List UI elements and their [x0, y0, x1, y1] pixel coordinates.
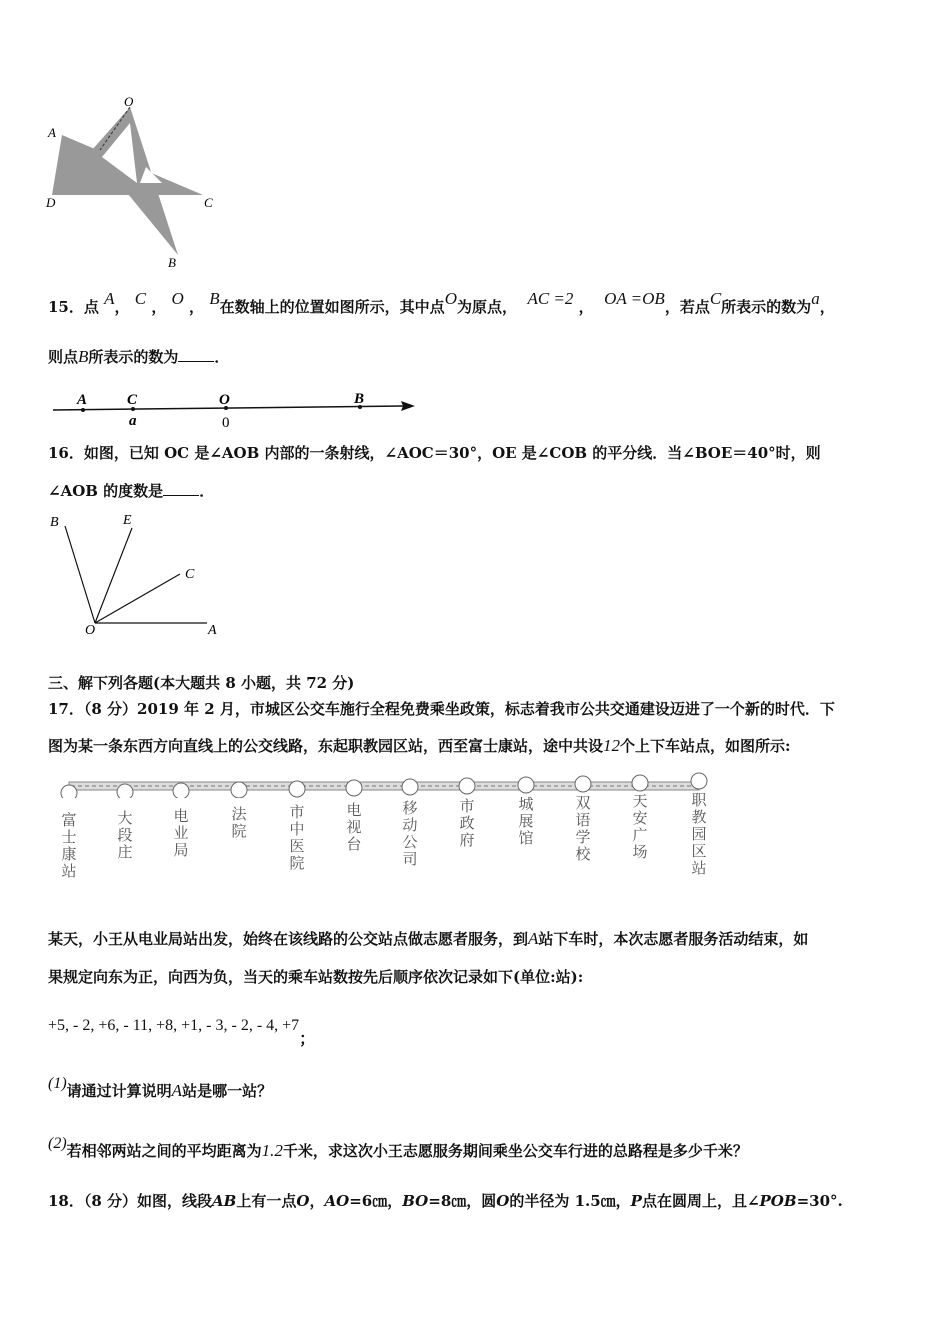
q15-line2: 则点B所表示的数为 ．	[48, 347, 230, 366]
axis-label-B: B	[354, 391, 365, 407]
stop-circle-12	[691, 773, 707, 789]
q15-line1: 15．点 A， C ， O ， B在数轴上的位置如图所示，其中点O为原点， AC =2 ， OA =OB，若点C所表示的数为a，	[48, 289, 835, 316]
point-A	[81, 408, 85, 412]
axis-label-a: a	[129, 413, 137, 429]
label-O: O	[124, 95, 134, 109]
q14-figure	[40, 95, 225, 270]
fig16-label-O: O	[85, 623, 96, 638]
q17-record: +5, - 2, +6, - 11, +8, +1, - 3, - 2, - 4, +7；	[48, 1017, 316, 1048]
q15-number-line	[48, 388, 428, 433]
section-3-title: 三、解下列各题(本大题共 8 小题，共 72 分)	[48, 674, 355, 692]
q17-sub2: (2)若相邻两站之间的平均距离为1.2千米，求这次小王志愿服务期间乘坐公交车行进的总路程是多少千米？	[48, 1135, 748, 1160]
ray-OB	[65, 526, 95, 623]
q18-line1: 18．（8 分）如图，线段AB上有一点O，AO=6㎝，BO=8㎝，圆O的半径为 1.5㎝，P点在圆周上，且∠POB=30°.	[48, 1192, 843, 1210]
label-C: C	[204, 195, 213, 210]
stop-circle-7	[402, 779, 418, 795]
fig16-label-E: E	[123, 513, 132, 528]
bus-route-line	[55, 768, 715, 798]
stop-name-2: 大段庄	[117, 809, 133, 861]
stop-name-8: 市政府	[459, 797, 475, 849]
axis-label-A: A	[77, 392, 88, 408]
fig16-label-C: C	[185, 567, 195, 582]
ray-OE	[95, 528, 132, 623]
stop-name-5: 市中医院	[289, 803, 305, 872]
axis-label-O: O	[219, 392, 230, 408]
q17-sub1: (1)请通过计算说明A站是哪一站？	[48, 1075, 273, 1100]
stop-circle-6	[346, 780, 362, 796]
stop-name-3: 电业局	[173, 807, 189, 859]
stop-circle-8	[459, 778, 475, 794]
q17-para2: 果规定向东为正，向西为负，当天的乘车站数按先后顺序依次记录如下(单位:站):	[48, 968, 584, 986]
q16-figure	[45, 508, 230, 643]
q16-line1: 16．如图，已知 OC 是∠AOB 内部的一条射线，∠AOC＝30°，OE 是∠COB 的平分线．当∠BOE＝40°时，则	[48, 444, 821, 462]
stop-name-1: 富士康站	[61, 811, 77, 880]
stop-circle-4	[231, 782, 247, 798]
stop-circle-11	[632, 775, 648, 791]
stop-name-6: 电视台	[346, 801, 362, 853]
answer-blank-q15[interactable]	[178, 349, 214, 362]
q17-line2: 图为某一条东西方向直线上的公交线路，东起职教园区站，西至富士康站，途中共设12个上下车站点，如图所示:	[48, 736, 791, 755]
q17-para1: 某天，小王从电业局站出发，始终在该线路的公交站点做志愿者服务，到A站下车时，本次志愿者服务活动结束，如	[48, 929, 809, 948]
stop-circle-5	[289, 781, 305, 797]
fig16-label-B: B	[50, 515, 59, 530]
stop-circle-1	[61, 785, 77, 798]
stop-name-4: 法院	[231, 805, 247, 840]
stop-circle-2	[117, 784, 133, 798]
stop-circle-10	[575, 776, 591, 792]
stop-name-10: 双语学校	[575, 794, 591, 863]
stop-name-12: 职教园区站	[691, 791, 707, 877]
answer-blank-q16[interactable]	[163, 483, 199, 496]
stop-circle-3	[173, 783, 189, 798]
stop-name-7: 移动公司	[402, 799, 418, 868]
ray-OC	[95, 574, 180, 623]
label-B: B	[168, 255, 176, 270]
axis-label-C: C	[127, 392, 138, 408]
label-A: A	[48, 125, 56, 140]
axis-label-zero: 0	[222, 415, 230, 431]
stop-name-11: 天安广场	[632, 792, 648, 861]
q17-line1: 17．（8 分）2019 年 2 月，市城区公交车施行全程免费乘坐政策，标志着我市公共交通建设迈进了一个新的时代．下	[48, 700, 835, 718]
stop-name-9: 城展馆	[518, 795, 534, 847]
axis-arrow	[401, 401, 415, 411]
label-D: D	[46, 195, 56, 210]
q16-line2: ∠AOB 的度数是 ．	[48, 482, 215, 500]
fig16-label-A: A	[208, 623, 217, 638]
stop-circle-9	[518, 777, 534, 793]
